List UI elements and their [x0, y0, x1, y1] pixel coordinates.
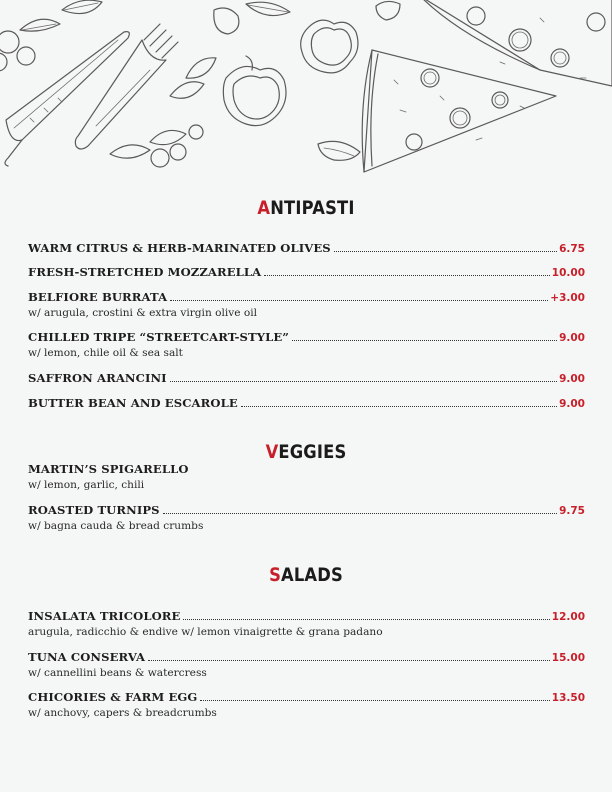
- item-description: w/ lemon, chile oil & sea salt: [28, 347, 183, 359]
- basil-leaf-icon: [62, 0, 102, 13]
- menu-item: [28, 462, 585, 491]
- menu-item: [28, 290, 585, 319]
- menu-item: [28, 503, 585, 532]
- knife-icon: [5, 32, 129, 166]
- dot-leader: [170, 380, 557, 382]
- dot-leader: [334, 250, 557, 252]
- basil-leaf-icon: [246, 2, 290, 15]
- item-price: 10.00: [551, 267, 585, 279]
- garlic-icon: [214, 1, 400, 160]
- dot-leader: [148, 659, 550, 661]
- fork-icon: [75, 24, 178, 149]
- section-title-rest: EGGIES: [278, 441, 347, 463]
- item-name: ROASTED TURNIPS: [28, 503, 160, 517]
- item-name: SAFFRON ARANCINI: [28, 371, 167, 385]
- dot-leader: [163, 512, 557, 514]
- basil-leaf-icon: [110, 58, 216, 167]
- item-price: 9.00: [559, 398, 585, 410]
- menu-item: [28, 690, 585, 719]
- item-price: 13.50: [551, 692, 585, 704]
- item-price: 12.00: [551, 611, 585, 623]
- item-price: +3.00: [550, 292, 585, 304]
- pizza-slice-icon: [362, 50, 556, 172]
- food-sketch-illustration: [0, 0, 612, 190]
- dot-leader: [170, 299, 548, 301]
- section-title-salads: [43, 564, 569, 586]
- dot-leader: [292, 339, 557, 341]
- item-name: BUTTER BEAN AND ESCAROLE: [28, 396, 238, 410]
- item-name: CHILLED TRIPE “STREETCART-STYLE”: [28, 330, 290, 344]
- item-description: w/ anchovy, capers & breadcrumbs: [28, 707, 217, 719]
- section-initial: S: [269, 564, 282, 586]
- item-name: WARM CITRUS & HERB-MARINATED OLIVES: [28, 241, 331, 255]
- dot-leader: [200, 699, 549, 701]
- menu-item: [28, 396, 585, 412]
- section-initial: V: [265, 441, 279, 463]
- item-name: INSALATA TRICOLORE: [28, 609, 181, 623]
- section-title-rest: NTIPASTI: [270, 197, 355, 219]
- item-price: 9.75: [559, 505, 585, 517]
- item-description: arugula, radicchio & endive w/ lemon vinaigrette & grana padano: [28, 626, 383, 638]
- menu-item: [28, 265, 585, 281]
- item-name: BELFIORE BURRATA: [28, 290, 168, 304]
- menu-item: [28, 371, 585, 387]
- item-name: MARTIN’S SPIGARELLO: [28, 462, 189, 476]
- item-description: w/ bagna cauda & bread crumbs: [28, 520, 204, 532]
- section-title-veggies: [43, 441, 569, 463]
- bell-pepper-icon: [223, 20, 358, 125]
- item-name: TUNA CONSERVA: [28, 650, 146, 664]
- item-price: 6.75: [559, 243, 585, 255]
- dot-leader: [183, 618, 549, 620]
- olives-icon: [0, 19, 60, 71]
- item-name: FRESH-STRETCHED MOZZARELLA: [28, 265, 262, 279]
- menu-item: [28, 330, 585, 359]
- section-title-antipasti: [43, 197, 569, 219]
- item-description: w/ lemon, garlic, chili: [28, 479, 145, 491]
- item-price: 15.00: [551, 652, 585, 664]
- menu-item: [28, 650, 585, 679]
- section-initial: A: [257, 197, 271, 219]
- menu-item: [28, 609, 585, 638]
- dot-leader: [264, 274, 550, 276]
- menu-item: [28, 241, 585, 257]
- item-name: CHICORIES & FARM EGG: [28, 690, 198, 704]
- item-price: 9.00: [559, 332, 585, 344]
- item-description: w/ arugula, crostini & extra virgin olive oil: [28, 307, 258, 319]
- item-description: w/ cannellini beans & watercress: [28, 667, 207, 679]
- item-price: 9.00: [559, 373, 585, 385]
- dot-leader: [241, 405, 557, 407]
- section-title-rest: ALADS: [281, 564, 343, 586]
- pizza-slice-icon: [420, 0, 612, 86]
